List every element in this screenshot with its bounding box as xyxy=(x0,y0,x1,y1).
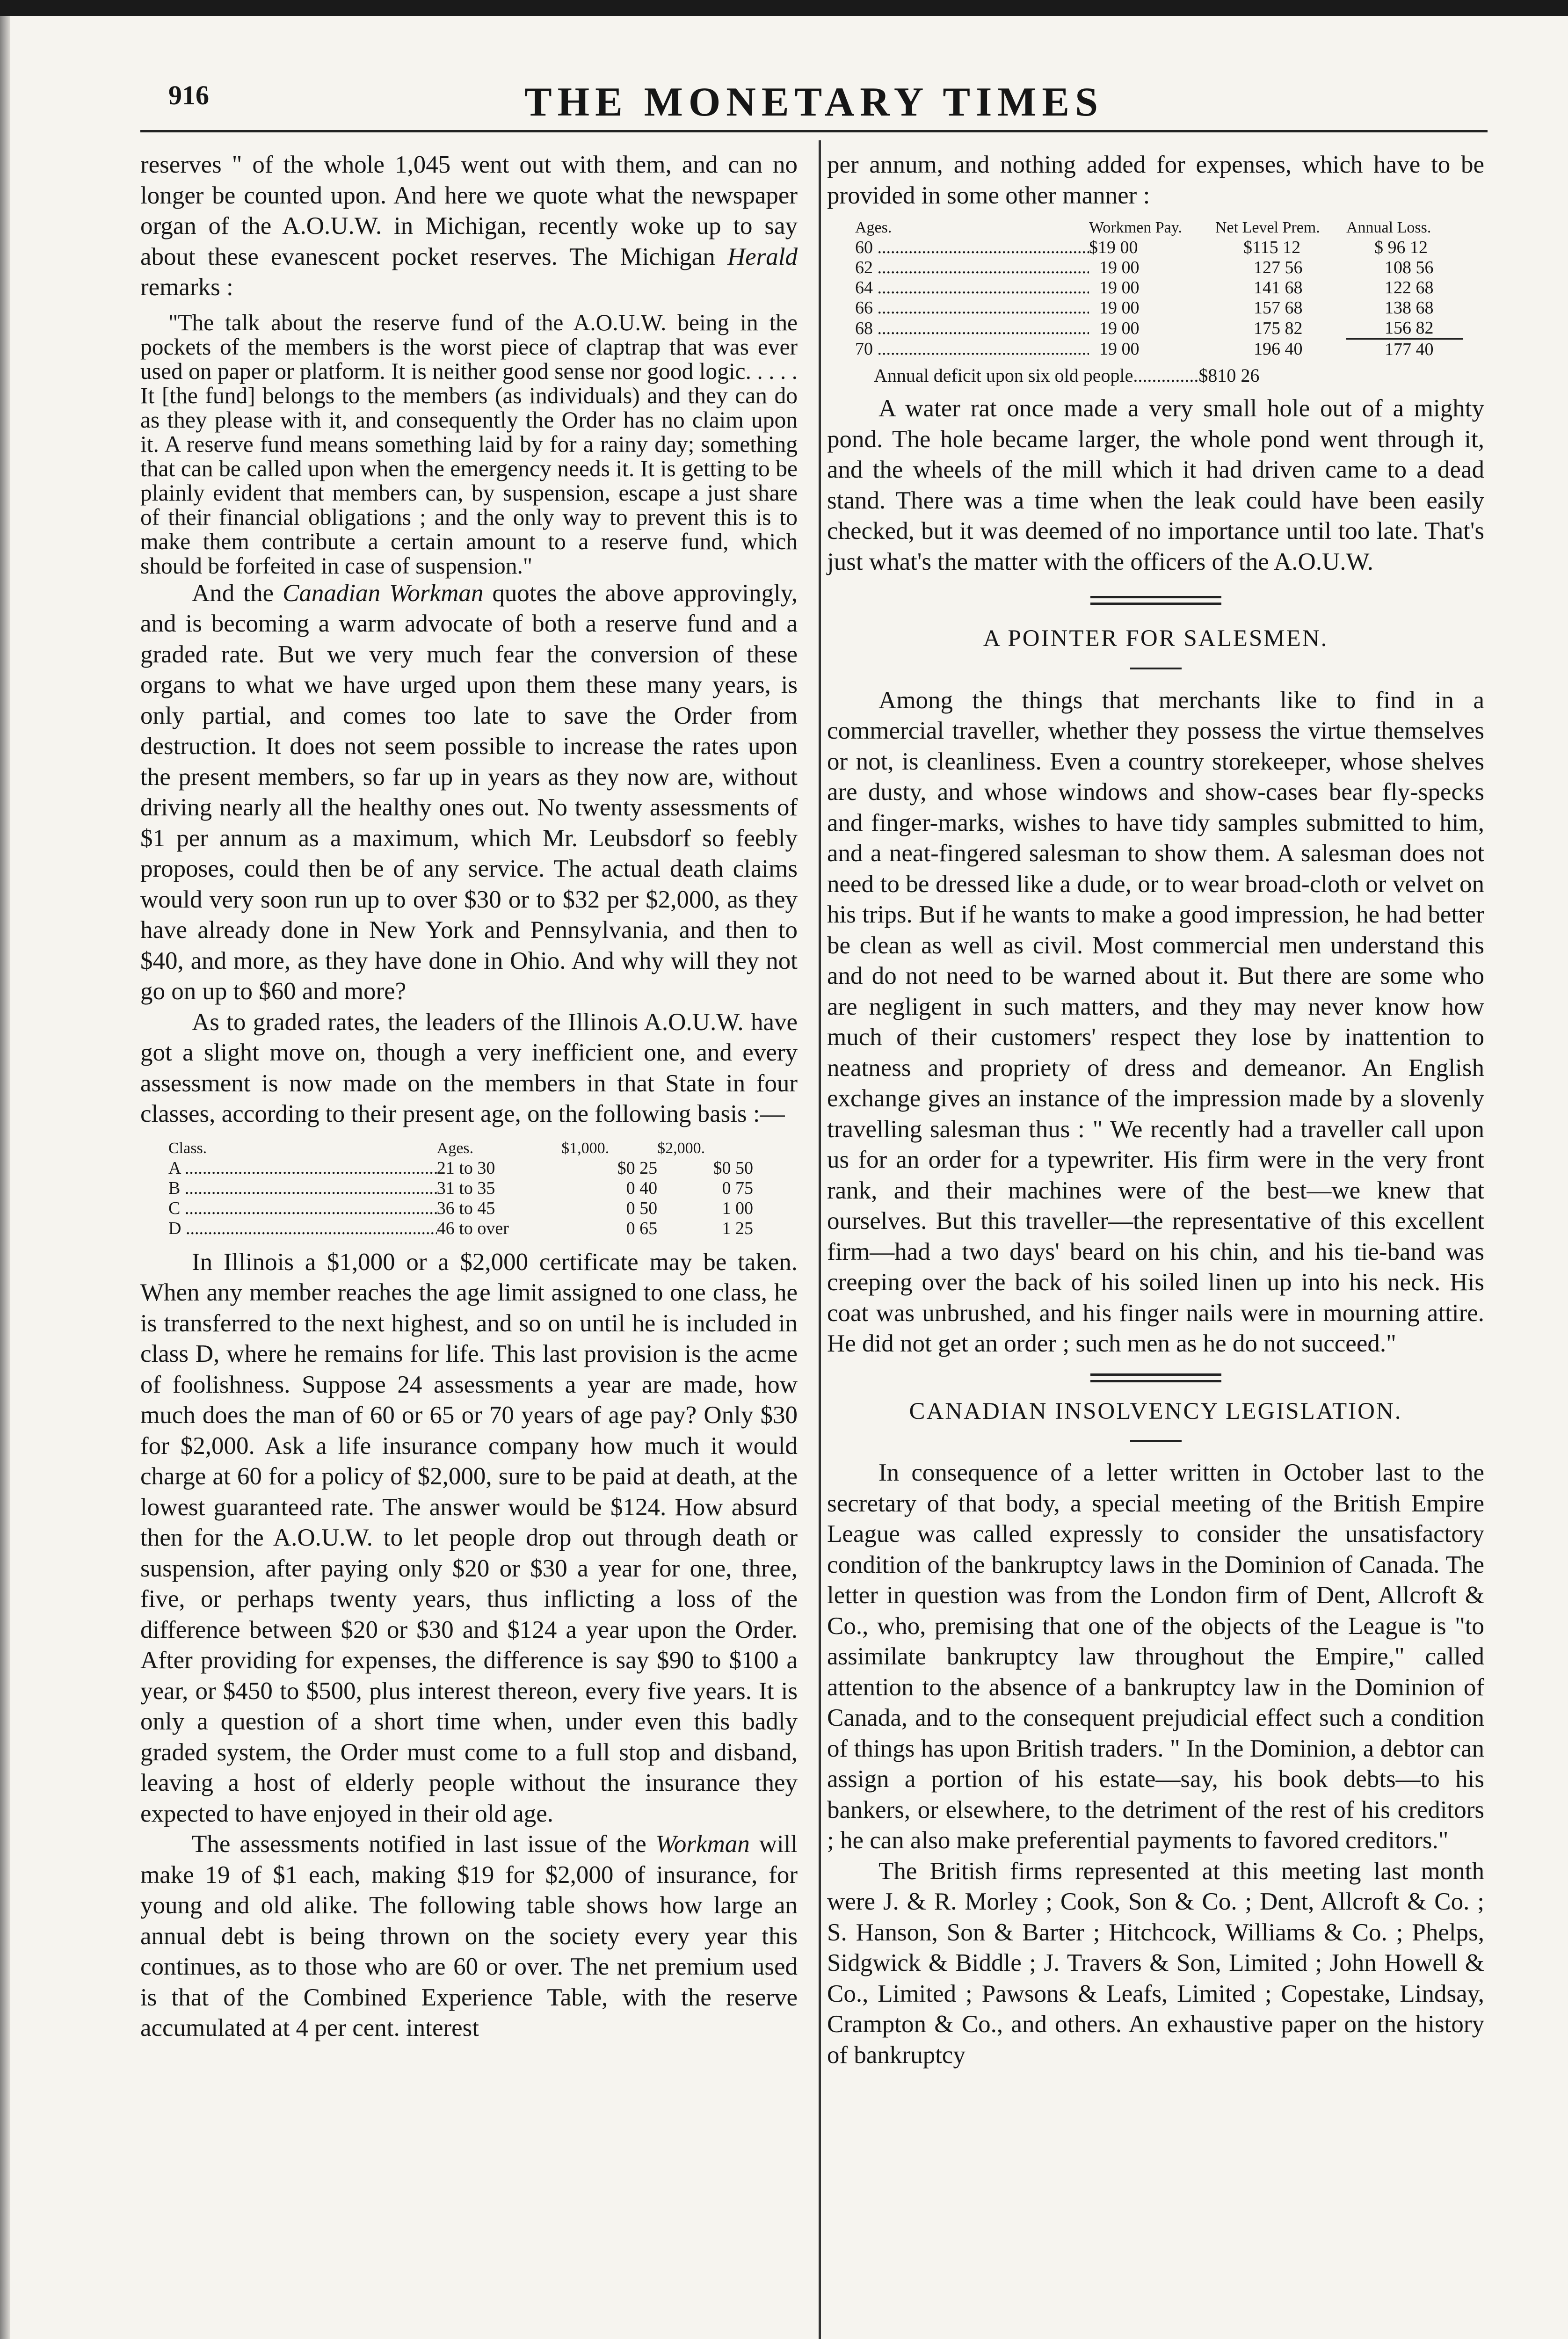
page-number: 916 xyxy=(168,80,209,110)
table-row: A ..... 21 to 30 $0 25 $0 50 xyxy=(168,1158,753,1178)
table-header: Ages. Workmen Pay. Net Level Prem. Annual Loss. xyxy=(855,219,1431,236)
masthead-title: THE MONETARY TIMES xyxy=(524,80,1104,125)
right-column xyxy=(827,150,1484,2070)
column-divider xyxy=(819,140,821,2339)
scan-left-edge xyxy=(0,16,10,2339)
section-double-rule xyxy=(1090,596,1221,605)
table-row: 62 ..... 19 00 127 56 108 56 xyxy=(855,258,1463,278)
paragraph: And the Canadian Workman quotes the above approvingly, and is becoming a warm advocate of both a reserve fund and a graded rate. But we very much fear the conversion of these organs to what we have urged upon them these many years, is only partial, and comes too late to save the Order from destruction. It does not seem possible to increase the rates upon the present members, so far up in years as they now are, without driving nearly all the healthy ones out. No twenty assessments of $1 per annum as a maximum, which Mr. Leubsdorf so feebly proposes, could then be of any service. The actual death claims would very soon run up to over $30 or to $32 per $2,000, as they have already done in New York and Pennsylvania, and then to $40, and more, as they have done in Ohio. And why will they not go on up to $60 and more? xyxy=(140,579,798,1005)
table-row: C ..... 36 to 45 0 50 1 00 xyxy=(168,1199,753,1219)
paragraph: In Illinois a $1,000 or a $2,000 certificate may be taken. When any member reaches the age limit assigned to one class, he is transferred to the next highest, and so on until he is included in class D, where he remains for life. This last provision is the acme of foolishness. Suppose 24 assessments a year are made, how much does the man of 60 or 65 or 70 years of age pay? Only $30 for $2,000. Ask a life insurance company how much it would charge at 60 for a policy of $2,000, sure to be paid at death, at the lowest guaranteed rate. The answer would be $124. How absurd then for the A.O.U.W. to let people drop out through death or suspension, after paying only $20 or $30 a year for one, three, five, or perhaps twenty years, thus inflicting a loss of the difference between $20 or $30 and $124 a year upon the Order. After providing for expenses, the difference is say $90 to $100 a year, or $450 to $500, plus interest thereon, every five years. It is only a question of a short time when, under even this badly graded system, the Order must come to a full stop and disband, leaving a host of elderly people without the insurance they expected to have enjoyed in their old age. xyxy=(140,1248,798,1827)
scan-top-border xyxy=(0,0,1568,16)
section-heading: CANADIAN INSOLVENCY LEGISLATION. xyxy=(909,1398,1402,1424)
paragraph: As to graded rates, the leaders of the Illinois A.O.U.W. have got a slight move on, though a very inefficient one, and every assessment is now made on the members in that State in four classes, according to their present age, on the following basis :— xyxy=(140,1008,798,1127)
annual-loss-table xyxy=(855,218,1463,360)
left-column xyxy=(140,150,798,2044)
paragraph: per annum, and nothing added for expenses, which have to be provided in some other manner : xyxy=(827,151,1484,209)
paragraph: Among the things that merchants like to find in a commercial traveller, whether they possess the virtue themselves or not, is cleanliness. Even a country storekeeper, whose shelves are dusty, and whose windows and show-cases bear fly-specks and finger-marks, wishes to have tidy samples submitted to him, and a neat-fingered salesman to show them. A salesman does not need to be dressed like a dude, or to wear broad-cloth or velvet on his trips. But if he wants to make a good impression, he had better be clean as well as civil. Most commercial men understand this and do not need to be warned about it. But there are some who are negligent in such matters, and they may never know how much of their customers' respect they lose by inattention to neatness and propriety of dress and demeanor. An English exchange gives an instance of the impression made by a slovenly travelling salesman thus : " We recently had a traveller call upon us for an order for a typewriter. His firm were in the very front rank, and their machines were of the best—we knew that ourselves. But this traveller—the representative of this excellent firm—had a two days' beard on his chin, and his tie-band was creeping over the back of his soiled linen up into his neck. His coat was unbrushed, and his finger nails were in mourning attire. He did not get an order ; such men as he do not succeed." xyxy=(827,686,1484,1357)
table-row: 66 ..... 19 00 157 68 138 68 xyxy=(855,298,1463,318)
section-heading: A POINTER FOR SALESMEN. xyxy=(983,625,1328,652)
block-quote: "The talk about the reserve fund of the A.O.U.W. being in the pockets of the members is the worst piece of claptrap that was ever used on paper or platform. It is neither good sense nor good logic. . . . . It [the fund] belongs to the members (as individuals) and they can do as they please with it, and consequently the Order has no claim upon it. A reserve fund means something laid by for a rainy day; something that can be called upon when the emergency needs it. It is getting to be plainly evident that members can, by suspension, escape a just share of their financial obligations ; and the only way to prevent this is to make them contribute a certain amount to a reserve fund, which should be forfeited in case of suspension." xyxy=(140,309,798,579)
paragraph: The British firms represented at this meeting last month were J. & R. Morley ; Cook, Son & Co. ; Dent, Allcroft & Co. ; S. Hanson, Son & Barter ; Hitchcock, Williams & Co. ; Phelps, Sidgwick & Biddle ; J. Travers & Son, Limited ; John Howell & Co., Limited ; Pawsons & Leafs, Limited ; Copestake, Lindsay, Crampton & Co., and others. An exhaustive paper on the history of bankruptcy xyxy=(827,1857,1484,2069)
table-row: 60 ..... $19 00 $115 12 $ 96 12 xyxy=(855,238,1463,258)
deficit-total-line: Annual deficit upon six old people..............$810 26 xyxy=(874,365,1260,386)
header-rule xyxy=(140,130,1488,132)
table-row: 70 ..... 19 00 196 40 177 40 xyxy=(855,339,1463,360)
table-header: Class. Ages. $1,000. $2,000. xyxy=(168,1139,705,1157)
paragraph: reserves " of the whole 1,045 went out with them, and can no longer be counted upon. And here we quote what the newspaper organ of the A.O.U.W. in Michigan, recently woke up to say about these evanescent pocket reserves. The Michigan Herald remarks : xyxy=(140,151,798,301)
table-row: B ..... 31 to 35 0 40 0 75 xyxy=(168,1178,753,1199)
section-double-rule xyxy=(1090,1373,1221,1382)
table-row: 68 ..... 19 00 175 82 156 82 xyxy=(855,318,1463,339)
paragraph: The assessments notified in last issue of the Workman will make 19 of $1 each, making $19 for $2,000 of insurance, for young and old alike. The following table shows how large an annual debt is being thrown on the society every year this continues, as to those who are 60 or over. The net premium used is that of the Combined Experience Table, with the reserve accumulated at 4 per cent. interest xyxy=(140,1831,798,2041)
class-rate-table xyxy=(168,1138,753,1239)
page-header xyxy=(140,70,1488,126)
paragraph: A water rat once made a very small hole out of a mighty pond. The hole became larger, the whole pond went through it, and the wheels of the mill which it had driven came to a dead stand. There was a time when the leak could have been easily checked, but it was deemed of no importance until too late. That's just what's the matter with the officers of the A.O.U.W. xyxy=(827,395,1484,575)
paragraph: In consequence of a letter written in October last to the secretary of that body, a special meeting of the British Empire League was called expressly to consider the unsatisfactory condition of the bankruptcy laws in the Dominion of Canada. The letter in question was from the London firm of Dent, Allcroft & Co., who, premising that one of the objects of the League is "to assimilate bankruptcy law throughout the Empire," called attention to the absence of a bankruptcy law in the Dominion of Canada, and to the consequent prejudicial effect such a condition of things has upon British traders. " In the Dominion, a debtor can assign a portion of his estate—say, his book debts—to his bankers, or elsewhere, to the detriment of the rest of his creditors ; he can also make preferential payments to favored creditors." xyxy=(827,1459,1484,1854)
table-row: D ..... 46 to over 0 65 1 25 xyxy=(168,1219,753,1239)
table-row: 64 ..... 19 00 141 68 122 68 xyxy=(855,278,1463,298)
